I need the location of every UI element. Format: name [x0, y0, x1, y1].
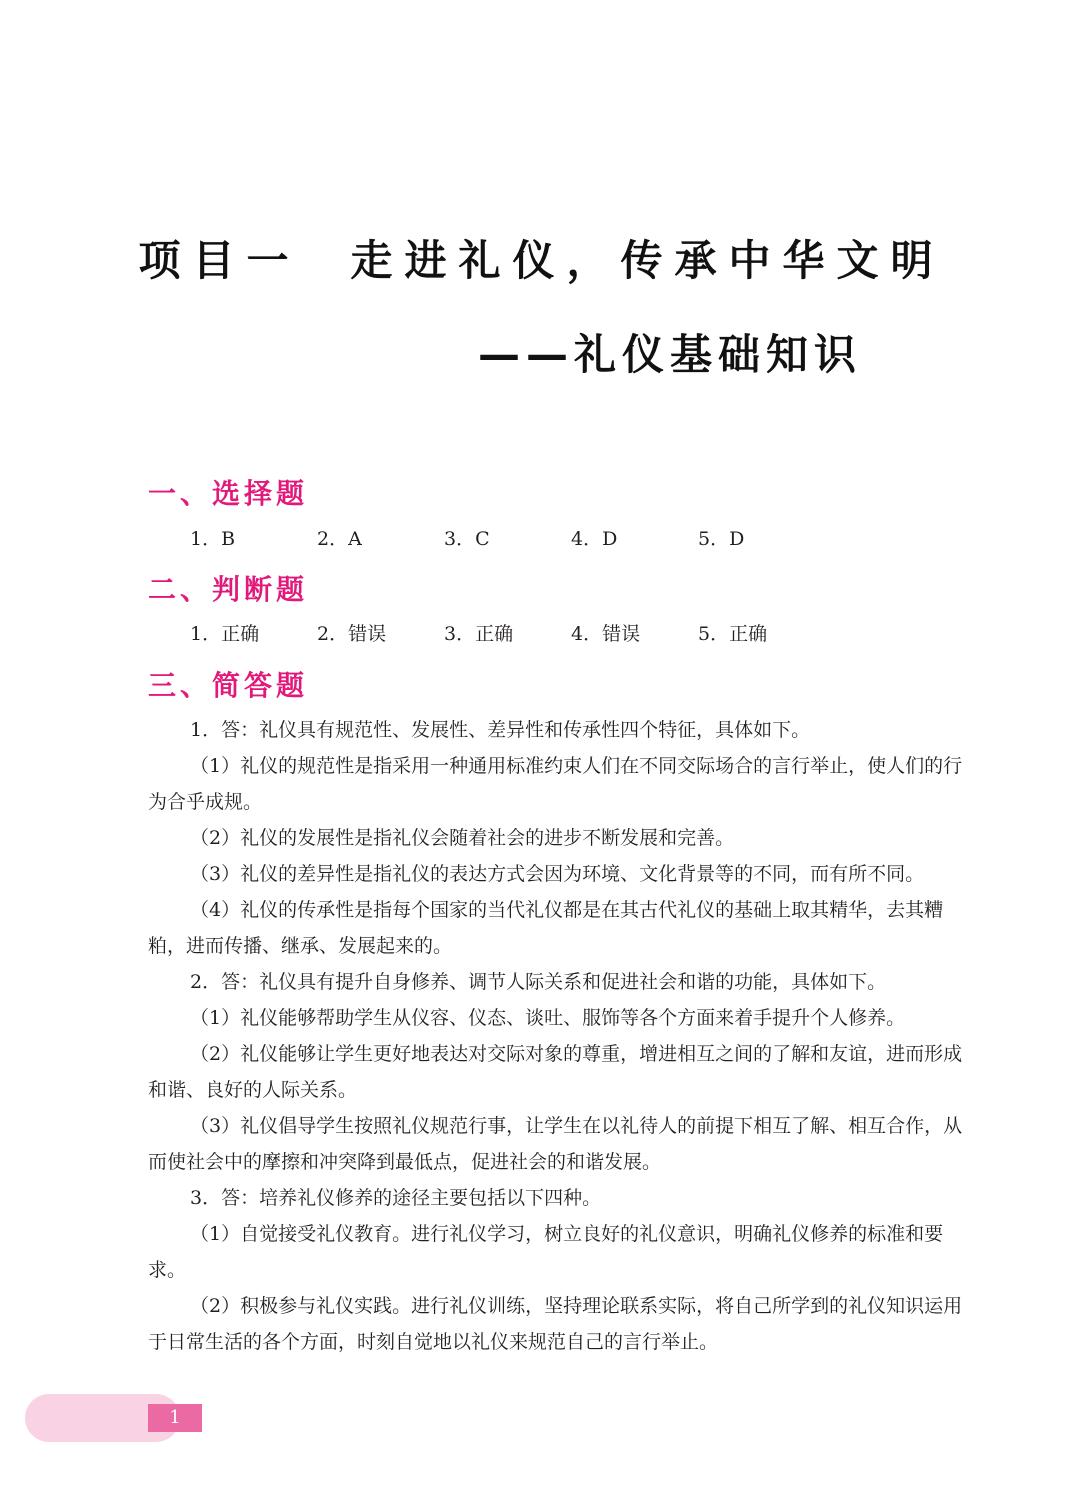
judge-answer: 2．错误 [317, 623, 387, 645]
project-label: 项目一 [138, 236, 301, 285]
judge-answer: 5．正确 [698, 623, 768, 645]
page-number: 1 [148, 1404, 202, 1432]
answer-paragraph: （3）礼仪倡导学生按照礼仪规范行事，让学生在以礼待人的前提下相互了解、相互合作，从而使社会中的摩擦和冲突降到最低点，促进社会的和谐发展。 [148, 1115, 963, 1173]
judge-answers [190, 619, 825, 646]
choice-answer: 3．C [444, 528, 490, 550]
answer-paragraph: 3．答：培养礼仪修养的途径主要包括以下四种。 [190, 1187, 602, 1209]
page-title [0, 228, 1083, 288]
section-heading-short: 三、简答题 [148, 669, 309, 702]
page-subtitle: ——礼仪基础知识 [478, 330, 863, 379]
answer-paragraph: （3）礼仪的差异性是指礼仪的表达方式会因为环境、文化背景等的不同，而有所不同。 [190, 863, 925, 885]
choice-answers [190, 524, 825, 551]
judge-answer: 4．错误 [571, 623, 641, 645]
answer-paragraph: 2．答：礼仪具有提升自身修养、调节人际关系和促进社会和谐的功能，具体如下。 [190, 971, 887, 993]
section-heading-choice: 一、选择题 [148, 477, 309, 510]
answer-paragraph: （1）自觉接受礼仪教育。进行礼仪学习，树立良好的礼仪意识，明确礼仪修养的标准和要求。 [148, 1223, 944, 1281]
judge-answer: 1．正确 [190, 623, 260, 645]
answer-paragraph: （1）礼仪的规范性是指采用一种通用标准约束人们在不同交际场合的言行举止，使人们的行为合乎成规。 [148, 755, 963, 813]
answer-paragraph: （2）礼仪的发展性是指礼仪会随着社会的进步不断发展和完善。 [190, 827, 735, 849]
short-answer-body [148, 712, 974, 1360]
choice-answer: 2．A [317, 528, 362, 550]
answer-paragraph: （2）积极参与礼仪实践。进行礼仪训练，坚持理论联系实际，将自己所学到的礼仪知识运用于日常生活的各个方面，时刻自觉地以礼仪来规范自己的言行举止。 [148, 1295, 963, 1353]
section-heading-judge: 二、判断题 [148, 573, 309, 606]
choice-answer: 4．D [571, 528, 618, 550]
answer-paragraph: （2）礼仪能够让学生更好地表达对交际对象的尊重，增进相互之间的了解和友谊，进而形成和谐、良好的人际关系。 [148, 1043, 963, 1101]
answer-paragraph: （1）礼仪能够帮助学生从仪容、仪态、谈吐、服饰等各个方面来着手提升个人修养。 [190, 1007, 906, 1029]
choice-answer: 1．B [190, 528, 236, 550]
answer-paragraph: 1．答：礼仪具有规范性、发展性、差异性和传承性四个特征，具体如下。 [190, 719, 811, 741]
answer-paragraph: （4）礼仪的传承性是指每个国家的当代礼仪都是在其古代礼仪的基础上取其精华，去其糟粕，进而传播、继承、发展起来的。 [148, 899, 944, 957]
title-main: 走进礼仪，传承中华文明 [350, 236, 945, 285]
choice-answer: 5．D [698, 528, 745, 550]
judge-answer: 3．正确 [444, 623, 514, 645]
